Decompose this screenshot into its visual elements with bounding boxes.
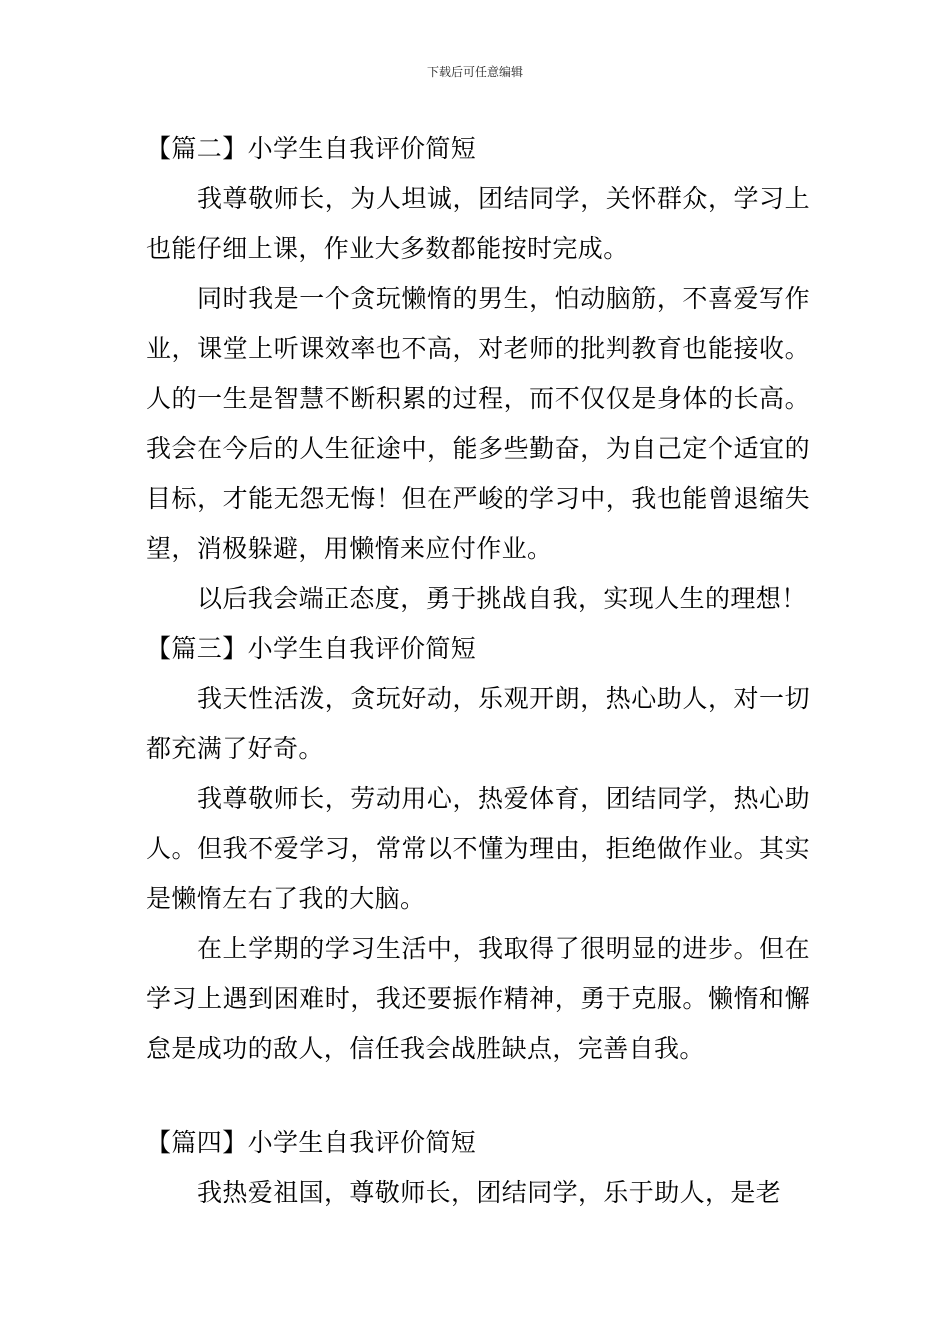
section-title: 【篇三】小学生自我评价简短: [146, 634, 477, 663]
section-title: 【篇二】小学生自我评价简短: [146, 134, 477, 163]
document-body: [146, 124, 810, 1218]
paragraph: 我热爱祖国，尊敬师长，团结同学，乐于助人，是老: [197, 1178, 782, 1207]
paragraph: 以后我会端正态度，勇于挑战自我，实现人生的理想！: [197, 584, 807, 613]
paragraph: 我天性活泼，贪玩好动，乐观开朗，热心助人，对一切都充满了好奇。: [146, 684, 810, 763]
paragraph: 我尊敬师长，劳动用心，热爱体育，团结同学，热心助人。但我不爱学习，常常以不懂为理由，拒绝做作业。其实是懒惰左右了我的大脑。: [146, 784, 810, 913]
page-header: 下载后可任意编辑: [426, 65, 523, 79]
paragraph: 在上学期的学习生活中，我取得了很明显的进步。但在学习上遇到困难时，我还要振作精神，勇于克服。懒惰和懈怠是成功的敌人，信任我会战胜缺点，完善自我。: [146, 934, 810, 1063]
paragraph: 我尊敬师长，为人坦诚，团结同学，关怀群众，学习上也能仔细上课，作业大多数都能按时完成。: [146, 184, 810, 263]
paragraph: 同时我是一个贪玩懒惰的男生，怕动脑筋，不喜爱写作业，课堂上听课效率也不高，对老师的批判教育也能接收。人的一生是智慧不断积累的过程，而不仅仅是身体的长高。我会在今后的人生征途中，能多些勤奋，为自己定个适宜的目标，才能无怨无悔！但在严峻的学习中，我也能曾退缩失望，消极躲避，用懒惰来应付作业。: [146, 284, 810, 563]
section-title: 【篇四】小学生自我评价简短: [146, 1128, 477, 1157]
